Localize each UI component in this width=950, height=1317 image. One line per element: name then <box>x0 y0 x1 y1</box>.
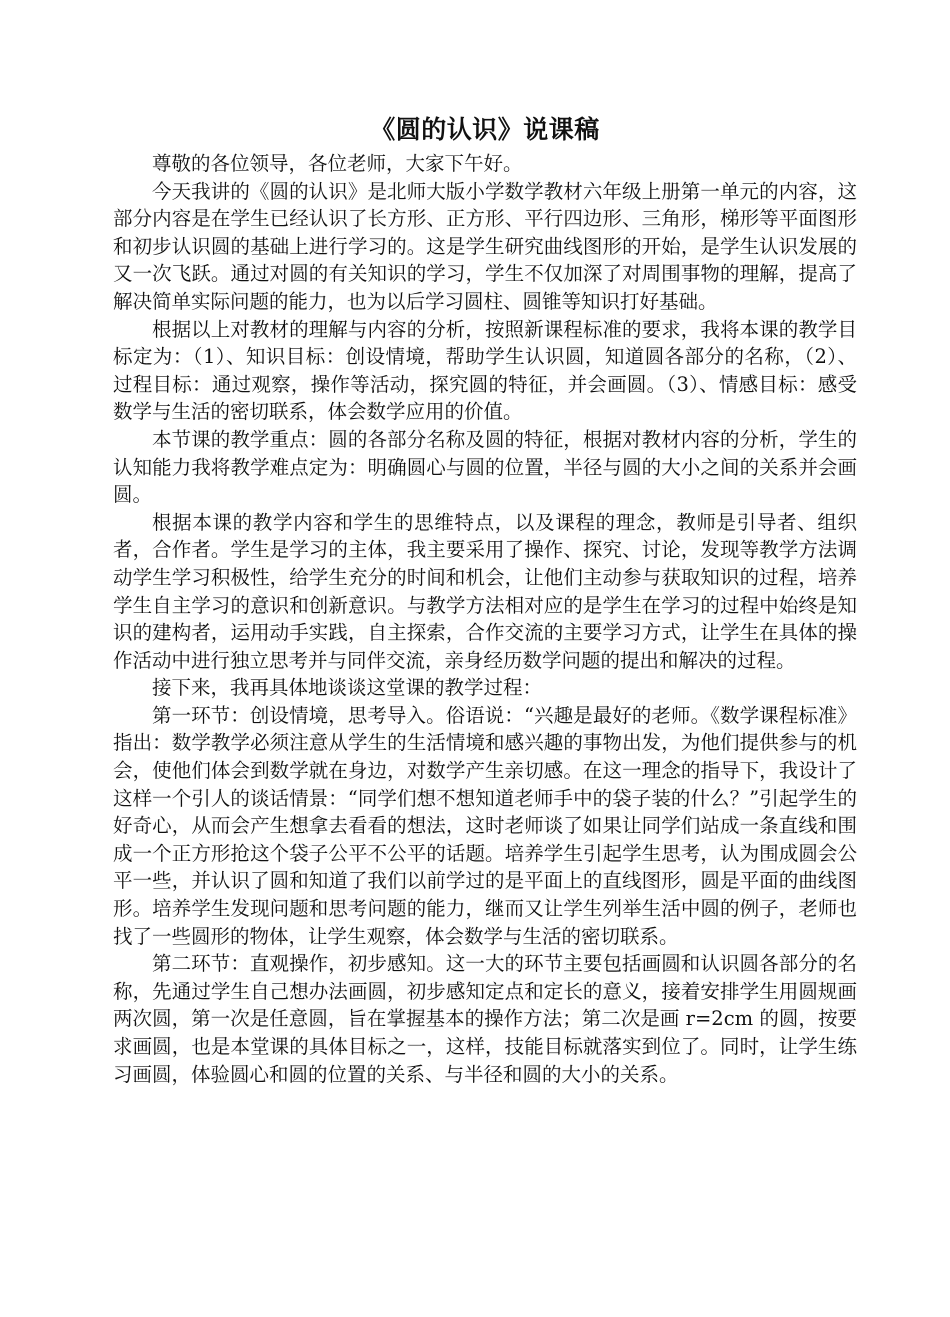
paragraph-stage-two: 第二环节：直观操作，初步感知。这一大的环节主要包括画圆和认识圆各部分的名称，先通过学生自己想办法画圆，初步感知定点和定长的意义，接着安排学生用圆规画两次圆，第一次是任意圆，旨在掌握基本的操作方法；第二次是画 r=2cm 的圆，按要求画圆，也是本堂课的具体目标之一，这样，技能目标就落实到位了。同时，让学生练习画圆，体验圆心和圆的位置的关系、与半径和圆的大小的关系。 <box>113 952 857 1086</box>
paragraph-process-intro: 接下来，我再具体地谈谈这堂课的教学过程： <box>152 676 543 700</box>
document-page <box>113 112 857 1088</box>
paragraph-teaching-objectives: 根据以上对教材的理解与内容的分析，按照新课程标准的要求，我将本课的教学目标定为：（1）、知识目标：创设情境，帮助学生认识圆，知道圆各部分的名称，（2）、过程目标：通过观察，操作等活动，探究圆的特征，并会画圆。（3）、情感目标：感受数学与生活的密切联系，体会数学应用的价值。 <box>113 317 857 424</box>
paragraph-teaching-methods: 根据本课的教学内容和学生的思维特点，以及课程的理念，教师是引导者、组织者，合作者。学生是学习的主体，我主要采用了操作、探究、讨论，发现等教学方法调动学生学习积极性，给学生充分的时间和机会，让他们主动参与获取知识的过程，培养学生自主学习的意识和创新意识。与教学方法相对应的是学生在学习的过程中始终是知识的建构者，运用动手实践，自主探索，合作交流的主要学习方式，让学生在具体的操作活动中进行独立思考并与同伴交流，亲身经历数学问题的提出和解决的过程。 <box>113 510 857 672</box>
paragraph-key-points: 本节课的教学重点：圆的各部分名称及圆的特征，根据对教材内容的分析，学生的认知能力我将教学难点定为：明确圆心与圆的位置，半径与圆的大小之间的关系并会画圆。 <box>113 427 857 507</box>
paragraph-stage-one: 第一环节：创设情境，思考导入。俗语说：“兴趣是最好的老师。《数学课程标准》指出：数学教学必须注意从学生的生活情境和感兴趣的事物出发，为他们提供参与的机会，使他们体会到数学就在身边，对数学产生亲切感。在这一理念的指导下，我设计了这样一个引人的谈话情景：“同学们想不想知道老师手中的袋子装的什么？”引起学生的好奇心，从而会产生想拿去看看的想法，这时老师谈了如果让同学们站成一条直线和围成一个正方形抢这个袋子公平不公平的话题。培养学生引起学生思考，认为围成圆会公平一些，并认识了圆和知道了我们以前学过的是平面上的直线图形，圆是平面的曲线图形。培养学生发现问题和思考问题的能力，继而又让学生列举生活中圆的例子，老师也找了一些圆形的物体，让学生观察，体会数学与生活的密切联系。 <box>113 703 857 948</box>
paragraph-greeting: 尊敬的各位领导，各位老师，大家下午好。 <box>152 152 523 175</box>
paragraph-textbook-analysis: 今天我讲的《圆的认识》是北师大版小学数学教材六年级上册第一单元的内容，这部分内容是在学生已经认识了长方形、正方形、平行四边形、三角形，梯形等平面图形和初步认识圆的基础上进行学习的。这是学生研究曲线图形的开始，是学生认识发展的又一次飞跃。通过对圆的有关知识的学习，学生不仅加深了对周围事物的理解，提高了解决简单实际问题的能力，也为以后学习圆柱、圆锥等知识打好基础。 <box>113 179 857 313</box>
document-title: 《圆的认识》说课稿 <box>370 115 600 144</box>
